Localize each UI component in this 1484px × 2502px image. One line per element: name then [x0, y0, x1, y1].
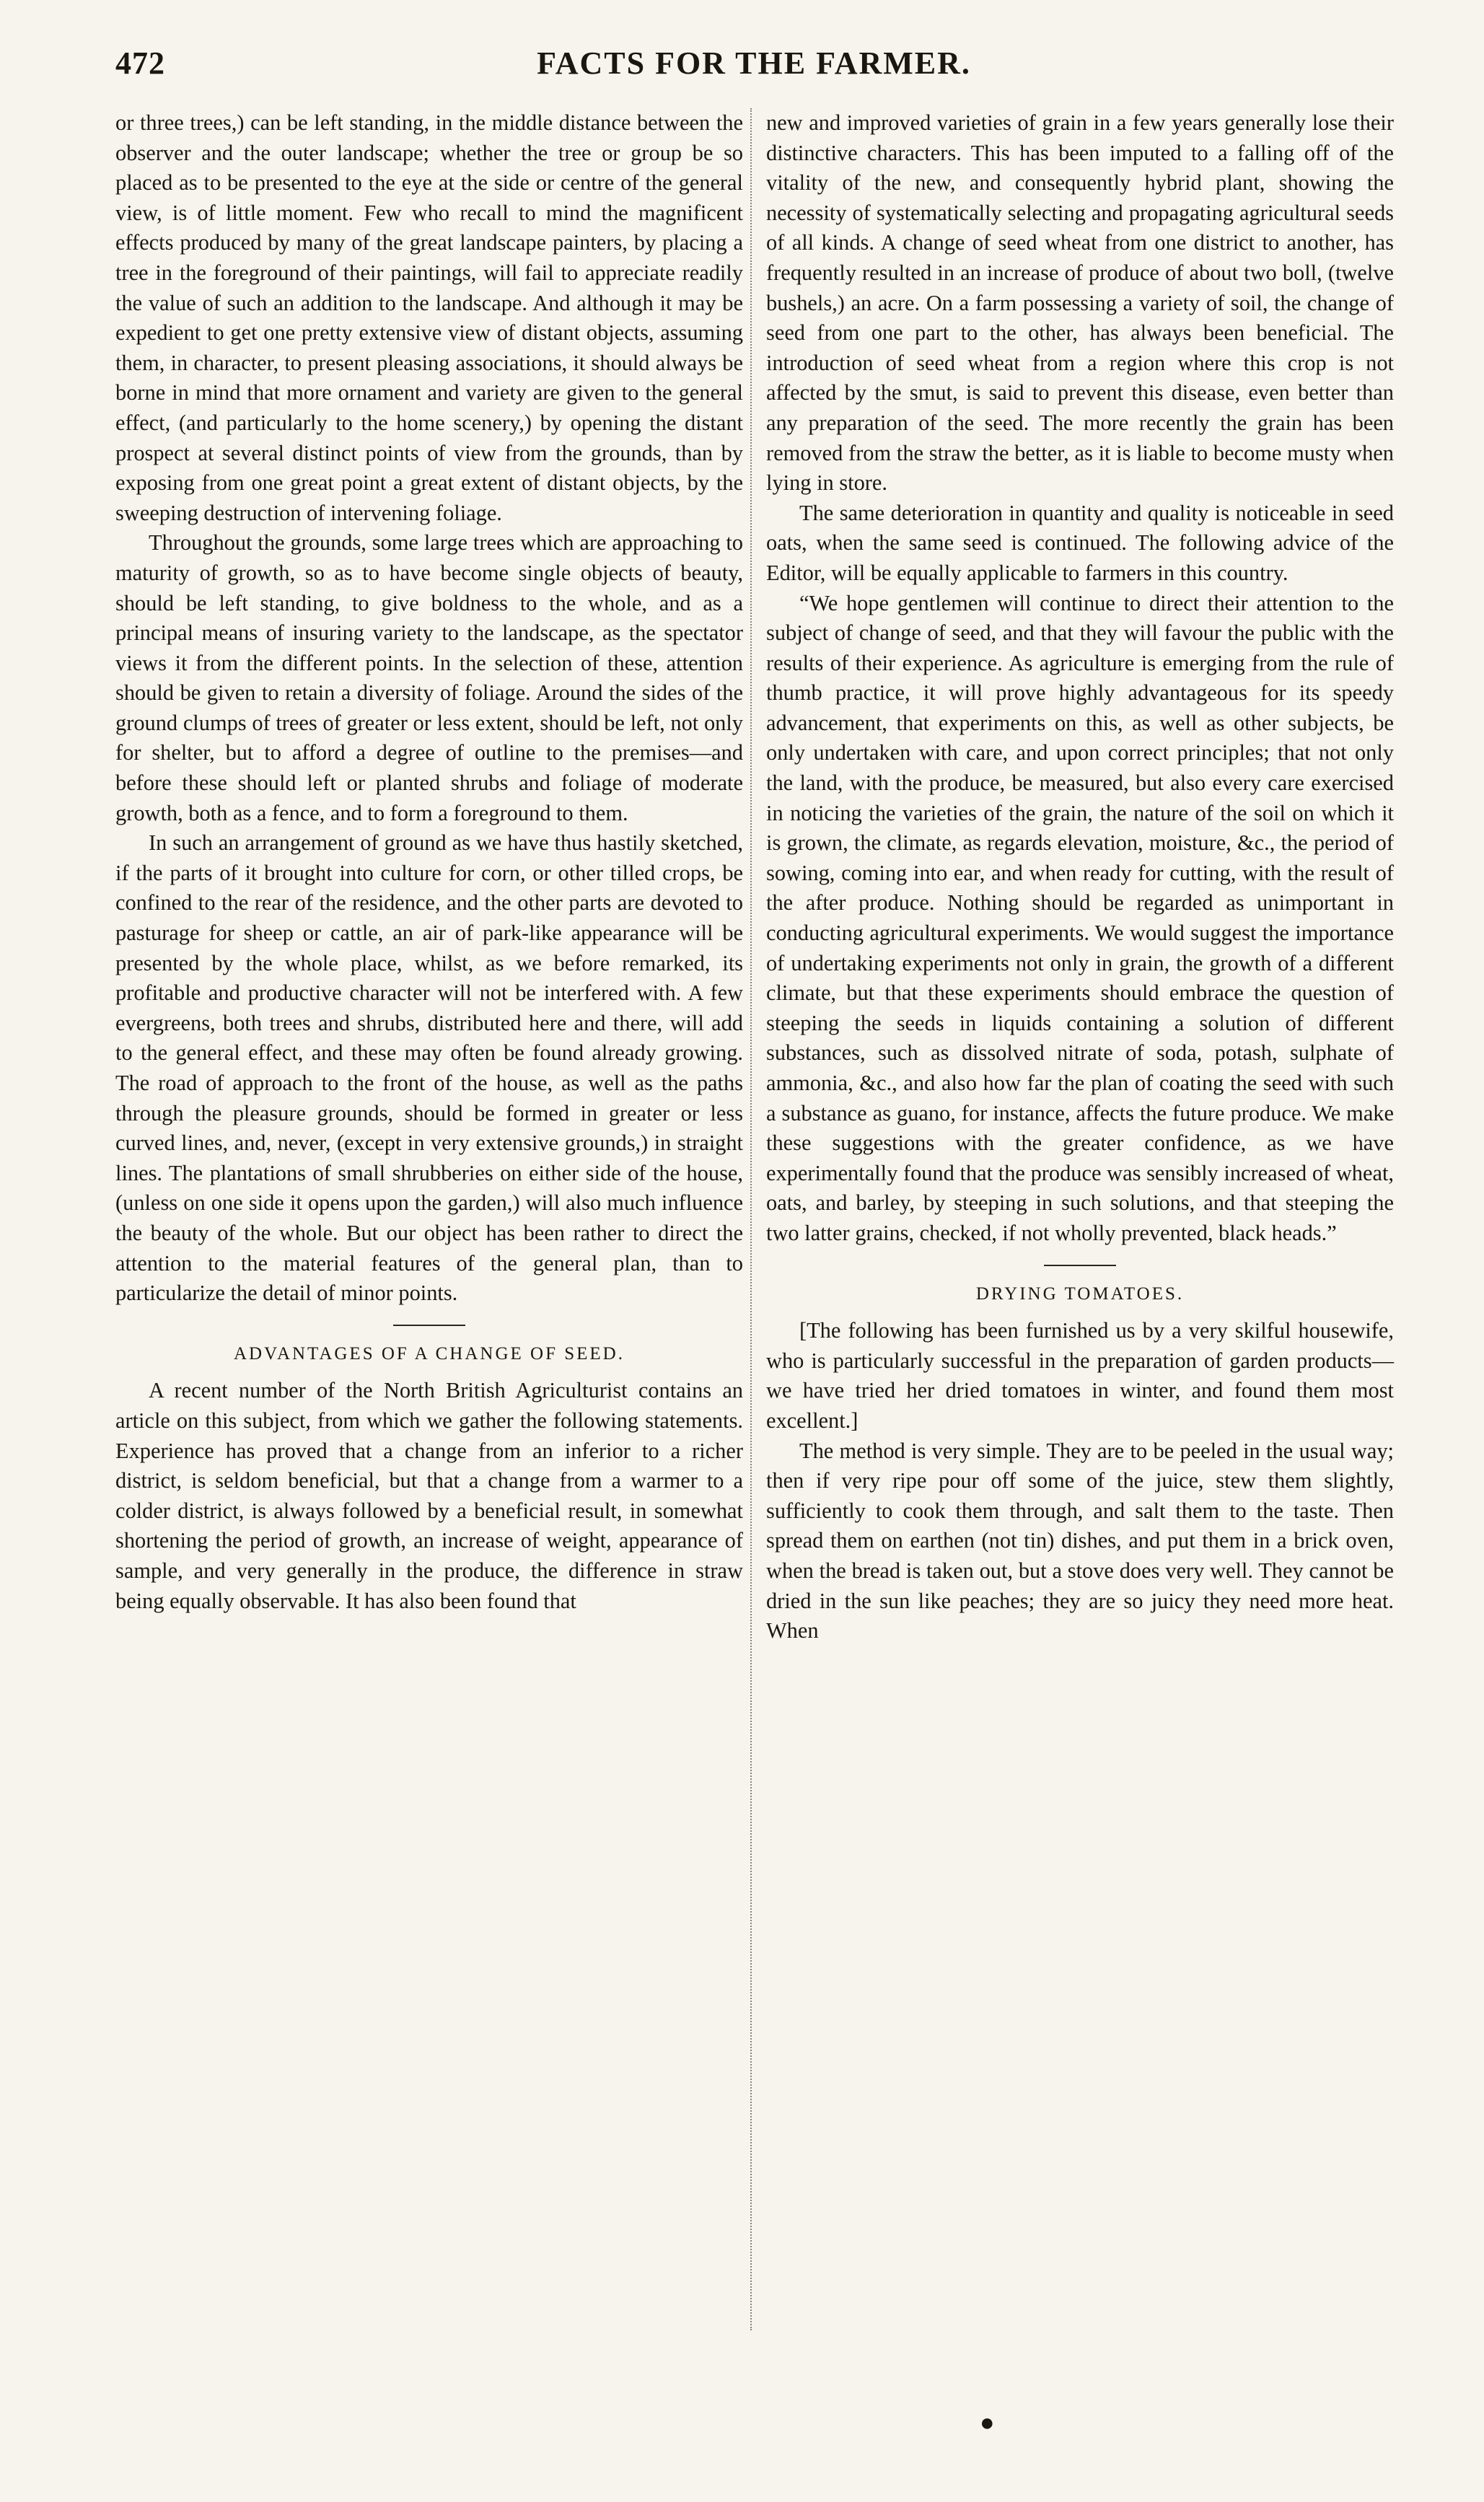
page-header	[115, 45, 1392, 88]
page-number: 472	[115, 45, 165, 81]
running-title: FACTS FOR THE FARMER.	[537, 45, 971, 81]
article-paragraph: The same deterioration in quantity and quality is noticeable in seed oats, when the same seed is continued. The following advice of the Editor, will be equally applicable to farmers in this country.	[766, 500, 1394, 585]
article-paragraph: new and improved varieties of grain in a few years generally lose their distinctive characters. This has been imputed to a falling off of the vitality of the new, and consequently hybrid plant, showing the necessity of systematically selecting and propagating agricultural seeds of all kinds. A change of seed wheat from one district to another, has frequently resulted in an increase of produce of about two boll, (twelve bushels,) an acre. On a farm possessing a variety of soil, the change of seed from one part to the other, has always been beneficial. The introduction of seed wheat from a region where this crop is not affected by the smut, is said to prevent this disease, even better than any preparation of the seed. The more recently the grain has been removed from the straw the better, as it is liable to become musty when lying in store.	[766, 110, 1394, 496]
article-paragraph: “We hope gentlemen will continue to direct their attention to the subject of change of seed, and that they will favour the public with the results of their experience. As agriculture is emerging from the rule of thumb practice, it will prove highly advantageous for its speedy advancement, that experiments on this, as well as other subjects, be only undertaken with care, and upon correct principles; that not only the land, with the produce, be measured, but also every care exercised in noticing the varieties of the grain, the nature of the soil on which it is grown, the climate, as regards elevation, moisture, &c., the period of sowing, coming into ear, and when ready for cutting, with the result of the after produce. Nothing should be regarded as unimportant in conducting agricultural experiments. We would suggest the importance of undertaking experiments not only in grain, the growth of a different climate, but that these experiments should embrace the question of steeping the seeds in liquids containing a solution of different substances, such as dissolved nitrate of soda, potash, sulphate of ammonia, &c., and also how far the plan of coating the seed with such a substance as guano, for instance, affects the future produce. We make these suggestions with the greater confidence, as we have experimentally found that the produce was sensibly increased of wheat, oats, and barley, by steeping in such solutions, and that steeping the two latter grains, checked, if not wholly prevented, black heads.”	[766, 590, 1394, 1245]
left-column	[115, 108, 743, 1616]
article-paragraph: or three trees,) can be left standing, in the middle distance between the observer and the outer landscape; whether the tree or group be so placed as to be presented to the eye at the side or centre of the general view, is of little moment. Few who recall to mind the magnificent effects produced by many of the great landscape painters, by placing a tree in the foreground of their paintings, will fail to appreciate readily the value of such an addition to the landscape. And although it may be expedient to get one pretty extensive view of distant objects, assuming them, in character, to present pleasing associations, it should always be borne in mind that more ornament and variety are given to the general effect, (and particularly to the home scenery,) by opening the distant prospect at several distinct points of view from the grounds, than by exposing from one great point a great extent of distant objects, by the sweeping destruction of intervening foliage.	[115, 110, 743, 525]
section-divider	[1044, 1265, 1116, 1266]
article-paragraph: A recent number of the North British Agriculturist contains an article on this subject, from which we gather the following statements. Experience has proved that a change from an inferior to a richer district, is seldom beneficial, but that a change from a warmer to a colder district, is always followed by a beneficial result, in somewhat shortening the period of growth, an increase of weight, appearance of sample, and very generally in the produce, the difference in straw being equally observable. It has also been found that	[115, 1378, 743, 1613]
article-paragraph: The method is very simple. They are to be peeled in the usual way; then if very ripe pour off some of the juice, stew them slightly, sufficiently to cook them through, and salt them to the taste. Then spread them on earthen (not tin) dishes, and put them in a brick oven, when the bread is taken out, but a stove does very well. They cannot be dried in the sun like peaches; they are so juicy they need more heat. When	[766, 1438, 1394, 1643]
right-column	[766, 108, 1394, 1646]
ink-dot-mark: ●	[980, 2410, 995, 2436]
section-heading-drying-tomatoes: DRYING TOMATOES.	[975, 1283, 1185, 1304]
section-heading-change-of-seed: ADVANTAGES OF A CHANGE OF SEED.	[234, 1343, 625, 1364]
article-paragraph: Throughout the grounds, some large trees which are approaching to maturity of growth, so as to have become single objects of beauty, should be left standing, to give boldness to the whole, and as a principal means of insuring variety to the landscape, as the spectator views it from the different points. In the selection of these, attention should be given to retain a diversity of foliage. Around the sides of the ground clumps of trees of greater or less extent, should be left, not only for shelter, but to afford a degree of outline to the premises—and before these should left or planted shrubs and foliage of moderate growth, both as a fence, and to form a foreground to them.	[115, 530, 743, 825]
article-paragraph: [The following has been furnished us by a very skilful housewife, who is particularly successful in the preparation of garden products—we have tried her dried tomatoes in winter, and found them most excellent.]	[766, 1318, 1394, 1433]
section-divider	[393, 1325, 465, 1326]
article-paragraph: In such an arrangement of ground as we have thus hastily sketched, if the parts of it brought into culture for corn, or other tilled crops, be confined to the rear of the residence, and the other parts are devoted to pasturage for sheep or cattle, an air of park-like appearance will be presented by the whole place, whilst, as we before remarked, its profitable and productive character will not be interfered with. A few evergreens, both trees and shrubs, distributed here and there, will add to the general effect, and these may often be found already growing. The road of approach to the front of the house, as well as the paths through the pleasure grounds, should be formed in greater or less curved lines, and, never, (except in very extensive grounds,) in straight lines. The plantations of small shrubberies on either side of the house, (unless on one side it opens upon the garden,) will also much influence the beauty of the whole. But our object has been rather to direct the attention to the material features of the general plan, than to particularize the detail of minor points.	[115, 830, 743, 1306]
column-divider	[750, 108, 752, 2330]
